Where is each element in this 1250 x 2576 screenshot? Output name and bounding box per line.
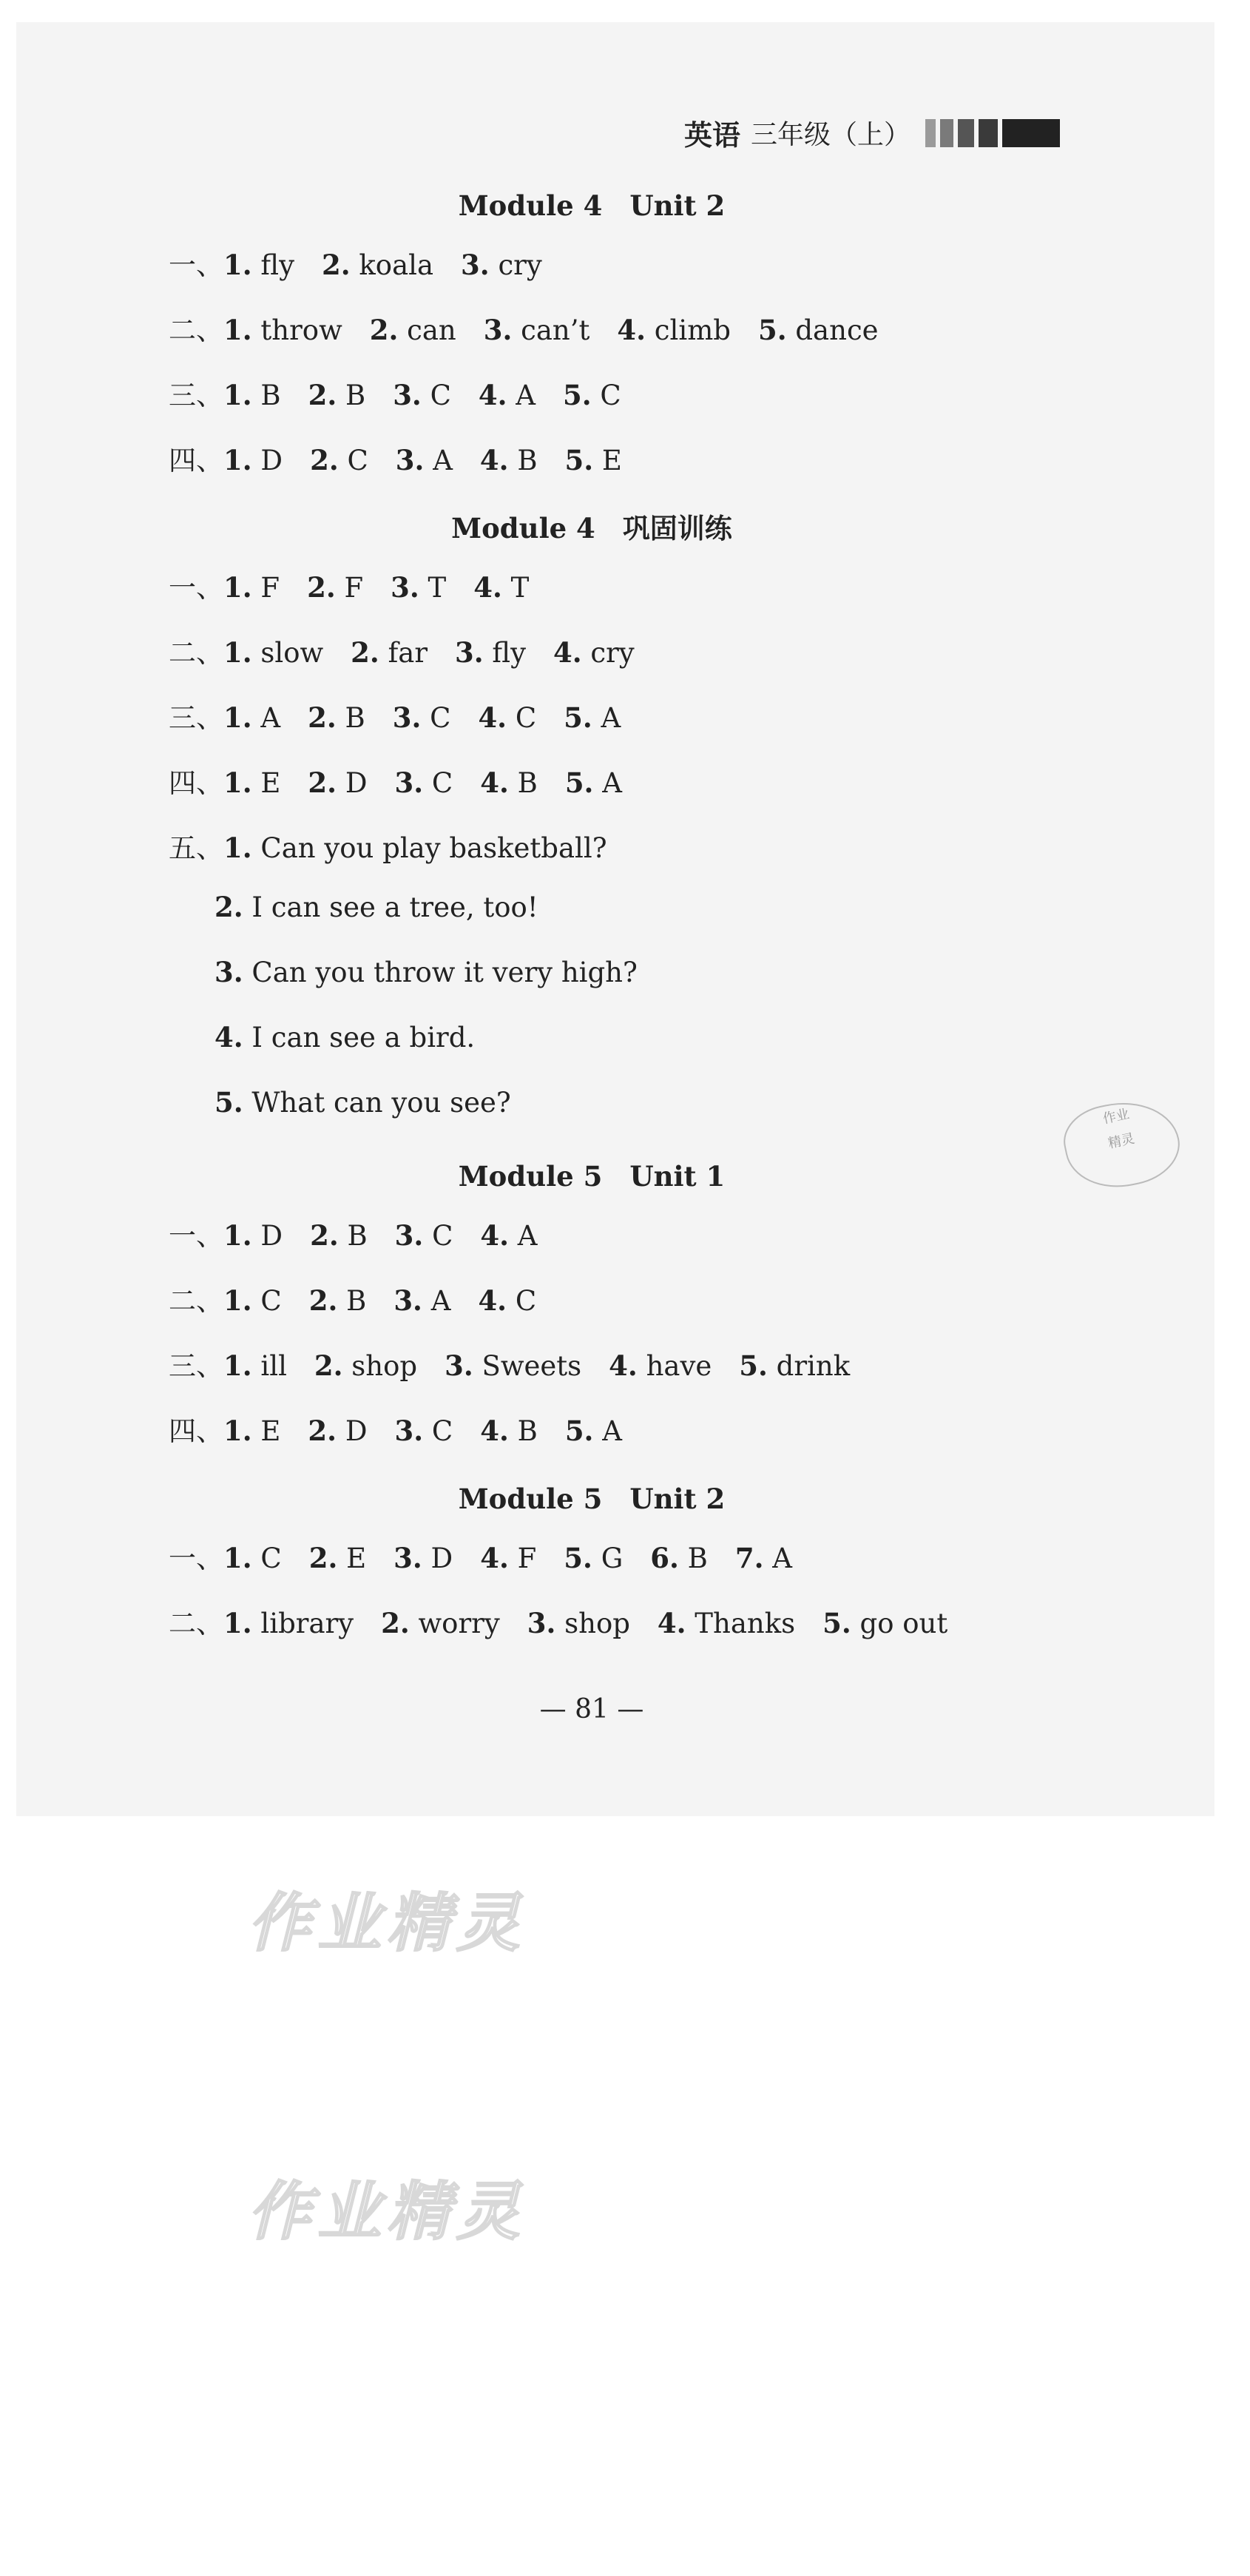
answer-value: C: [423, 1415, 453, 1447]
answer-row: [169, 308, 879, 348]
answer-value: C: [338, 445, 368, 476]
answer-row: [169, 761, 622, 800]
answer-row: [214, 891, 538, 923]
answer-number: 4.: [480, 766, 509, 799]
answer-number: 3.: [461, 249, 490, 281]
answer-value: B: [508, 445, 538, 476]
answer-value: G: [592, 1542, 624, 1574]
answer-number: 3.: [455, 636, 484, 669]
answer-number: 4.: [478, 379, 507, 411]
answer-number: 5.: [563, 379, 592, 411]
answer-number: 5.: [564, 766, 594, 799]
answer-value: far: [379, 637, 428, 669]
answer-value: Sweets: [473, 1350, 582, 1382]
answer-value: A: [509, 1220, 538, 1252]
answer-value: drink: [767, 1350, 851, 1382]
answer-value: C: [251, 1542, 282, 1574]
answer-value: F: [335, 572, 364, 604]
answer-number: 3.: [394, 1415, 424, 1447]
answer-value: B: [508, 767, 538, 799]
answer-value: Can you throw it very high?: [243, 957, 638, 988]
question-group-label: 二、: [169, 1285, 223, 1317]
answer-value: library: [251, 1608, 354, 1639]
answer-row: [169, 565, 529, 605]
answer-value: B: [508, 1415, 538, 1447]
answer-number: 1.: [223, 444, 252, 476]
answer-number: 1.: [223, 1349, 252, 1382]
question-group-label: 三、: [169, 1350, 223, 1382]
answer-value: B: [337, 1285, 367, 1317]
answer-number: 3.: [392, 701, 422, 734]
question-group-label: 四、: [169, 767, 223, 799]
answer-value: C: [421, 702, 451, 734]
answer-value: E: [337, 1542, 367, 1574]
answer-value: D: [251, 445, 283, 476]
answer-row: [169, 1409, 622, 1449]
answer-number: 1.: [223, 636, 252, 669]
answer-number: 2.: [307, 571, 336, 604]
answer-value: C: [591, 380, 621, 411]
answer-row: [169, 695, 621, 735]
watermark-text: 作业精灵: [248, 2175, 526, 2249]
answer-value: climb: [646, 314, 731, 346]
answer-number: 2.: [308, 766, 337, 799]
question-group-label: 一、: [169, 1542, 223, 1574]
question-group-label: 五、: [169, 832, 223, 864]
answer-value: koala: [350, 249, 434, 281]
answer-value: T: [419, 572, 447, 604]
header-grade: 三年级（上）: [751, 120, 911, 150]
answer-value: D: [251, 1220, 283, 1252]
answer-value: A: [592, 702, 621, 734]
answer-number: 3.: [394, 766, 424, 799]
answer-number: 2.: [308, 379, 337, 411]
answer-value: worry: [409, 1608, 500, 1639]
section-heading: Module 5 Unit 2: [458, 1483, 726, 1515]
answer-row: [169, 438, 622, 478]
answer-number: 2.: [308, 1415, 337, 1447]
answer-number: 2.: [351, 636, 379, 669]
answer-value: C: [507, 702, 537, 734]
answer-value: C: [507, 1285, 537, 1317]
stamp-top-text: 作业: [1101, 1106, 1131, 1127]
page-header: [684, 112, 1060, 153]
answer-row: [214, 956, 638, 988]
answer-value: I can see a bird.: [243, 1022, 476, 1053]
answer-number: 2.: [321, 249, 351, 281]
answer-row: [169, 1343, 850, 1383]
header-decor-bars: [925, 119, 1060, 147]
answer-value: A: [593, 1415, 622, 1447]
question-group-label: 二、: [169, 314, 223, 346]
section-heading: Module 4 巩固训练: [451, 512, 732, 544]
answer-value: can: [398, 314, 456, 346]
answer-number: 1.: [223, 1415, 252, 1447]
answer-value: D: [337, 1415, 368, 1447]
answer-number: 4.: [479, 444, 509, 476]
answer-number: 4.: [214, 1021, 243, 1053]
answer-row: [169, 1601, 947, 1641]
answer-value: What can you see?: [243, 1087, 511, 1119]
answer-value: B: [678, 1542, 708, 1574]
answer-number: 2.: [214, 891, 243, 923]
answer-value: can’t: [512, 314, 590, 346]
answer-number: 5.: [564, 1415, 594, 1447]
answer-row: [169, 243, 542, 283]
answer-number: 1.: [223, 1284, 252, 1317]
answer-number: 4.: [657, 1607, 686, 1639]
answer-number: 1.: [223, 1219, 252, 1252]
page-number: — 81 —: [539, 1694, 644, 1724]
answer-value: throw: [251, 314, 342, 346]
section-heading: Module 4 Unit 2: [458, 189, 726, 222]
answer-number: 1.: [223, 832, 252, 864]
answer-number: 3.: [527, 1607, 556, 1639]
answer-number: 3.: [393, 379, 422, 411]
answer-value: ill: [251, 1350, 287, 1382]
answer-number: 5.: [822, 1607, 851, 1639]
answer-value: E: [251, 1415, 281, 1447]
answer-number: 2.: [310, 444, 339, 476]
answer-number: 4.: [480, 1542, 509, 1574]
header-subject: 英语: [684, 119, 741, 152]
answer-number: 3.: [391, 571, 419, 604]
answer-number: 3.: [483, 314, 513, 346]
answer-number: 5.: [214, 1086, 243, 1119]
answer-value: shop: [342, 1350, 418, 1382]
answer-number: 5.: [757, 314, 787, 346]
answer-value: B: [338, 1220, 368, 1252]
answer-value: C: [423, 1220, 453, 1252]
answer-value: Thanks: [686, 1608, 796, 1639]
answer-number: 1.: [223, 1607, 252, 1639]
answer-number: 1.: [223, 249, 252, 281]
answer-number: 2.: [314, 1349, 343, 1382]
answer-number: 4.: [473, 571, 502, 604]
answer-value: slow: [251, 637, 324, 669]
answer-value: D: [422, 1542, 453, 1574]
answer-number: 4.: [480, 1219, 510, 1252]
answer-value: fly: [251, 249, 294, 281]
answer-value: A: [424, 445, 453, 476]
question-group-label: 一、: [169, 572, 223, 604]
answer-number: 6.: [650, 1542, 679, 1574]
answer-row: [169, 826, 607, 866]
answer-value: fly: [483, 637, 526, 669]
answer-number: 3.: [445, 1349, 473, 1382]
answer-row: [169, 373, 621, 413]
question-group-label: 三、: [169, 380, 223, 411]
answer-row: [169, 630, 635, 670]
answer-value: C: [421, 380, 451, 411]
answer-number: 1.: [223, 379, 252, 411]
question-group-label: 三、: [169, 702, 223, 734]
answer-number: 3.: [393, 1542, 422, 1574]
answer-number: 2.: [308, 1284, 338, 1317]
answer-row: [169, 1278, 536, 1318]
answer-number: 5.: [564, 701, 592, 734]
answer-number: 3.: [214, 956, 243, 988]
answer-value: go out: [851, 1608, 948, 1639]
answer-number: 4.: [617, 314, 646, 346]
answer-number: 1.: [223, 1542, 252, 1574]
answer-value: A: [593, 767, 622, 799]
watermark-text: 作业精灵: [248, 1887, 526, 1960]
answer-number: 2.: [310, 1219, 339, 1252]
question-group-label: 二、: [169, 637, 223, 669]
answer-value: D: [337, 767, 368, 799]
answer-value: F: [251, 572, 280, 604]
answer-number: 2.: [369, 314, 399, 346]
answer-number: 4.: [478, 1284, 507, 1317]
answer-value: B: [336, 702, 365, 734]
answer-row: [214, 1021, 475, 1053]
answer-value: dance: [786, 314, 879, 346]
answer-value: C: [251, 1285, 282, 1317]
answer-number: 7.: [734, 1542, 764, 1574]
stamp-bottom-text: 精灵: [1107, 1130, 1136, 1152]
answer-value: E: [251, 767, 281, 799]
answer-number: 1.: [223, 314, 252, 346]
answer-row: [169, 1213, 538, 1253]
answer-value: A: [763, 1542, 792, 1574]
answer-value: T: [501, 572, 530, 604]
answer-value: E: [593, 445, 622, 476]
answer-value: cry: [581, 637, 635, 669]
answer-value: C: [423, 767, 453, 799]
answer-value: have: [637, 1350, 712, 1382]
answer-value: B: [337, 380, 366, 411]
question-group-label: 二、: [169, 1608, 223, 1639]
answer-number: 5.: [564, 1542, 592, 1574]
answer-row: [169, 1536, 792, 1576]
answer-number: 4.: [553, 636, 582, 669]
answer-number: 3.: [395, 444, 425, 476]
answer-number: 1.: [223, 766, 252, 799]
answer-number: 1.: [223, 701, 252, 734]
answer-number: 4.: [478, 701, 507, 734]
answer-number: 2.: [308, 1542, 338, 1574]
question-group-label: 四、: [169, 1415, 223, 1447]
answer-number: 3.: [393, 1284, 422, 1317]
answer-value: A: [251, 702, 281, 734]
answer-number: 5.: [564, 444, 594, 476]
answer-number: 1.: [223, 571, 252, 604]
answer-number: 2.: [308, 701, 337, 734]
answer-value: cry: [489, 249, 542, 281]
answer-number: 4.: [609, 1349, 638, 1382]
answer-value: I can see a tree, too!: [243, 891, 538, 923]
answer-number: 2.: [381, 1607, 410, 1639]
answer-row: [214, 1086, 511, 1119]
answer-value: F: [508, 1542, 537, 1574]
section-heading: Module 5 Unit 1: [458, 1160, 726, 1193]
answer-value: A: [507, 380, 536, 411]
question-group-label: 一、: [169, 249, 223, 281]
answer-value: A: [422, 1285, 451, 1317]
answer-number: 5.: [739, 1349, 768, 1382]
question-group-label: 一、: [169, 1220, 223, 1252]
answer-number: 4.: [480, 1415, 509, 1447]
answer-number: 3.: [394, 1219, 424, 1252]
answer-value: shop: [555, 1608, 630, 1639]
answer-value: Can you play basketball?: [251, 832, 607, 864]
question-group-label: 四、: [169, 445, 223, 476]
answer-value: B: [251, 380, 281, 411]
